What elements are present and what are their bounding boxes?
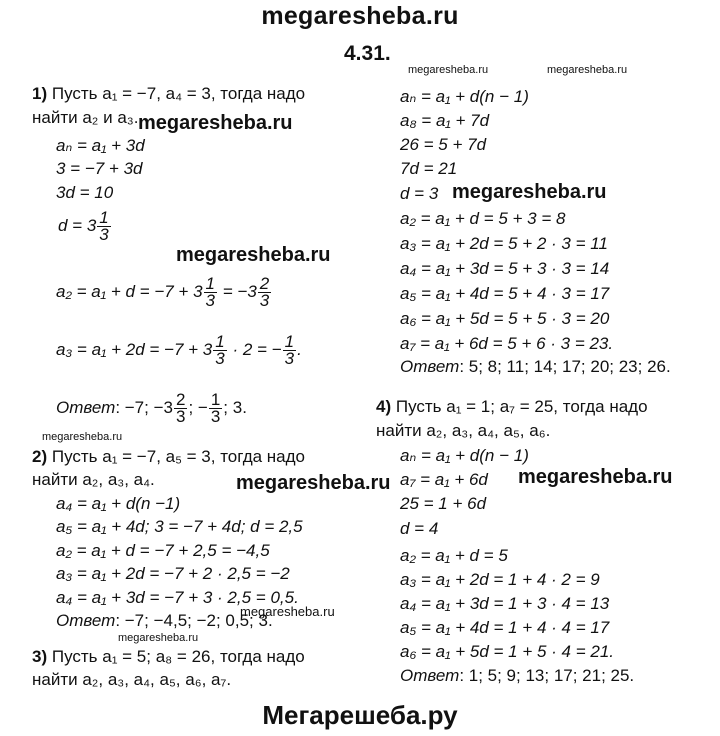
p3c-line-3: 26 = 5 + 7d [400,135,487,154]
p1-line-4: 3 = −7 + 3d [56,159,143,178]
site-title-top: megaresheba.ru [261,2,459,30]
watermark-big: megaresheba.ru [518,466,673,488]
p2-answer: Ответ: −7; −4,5; −2; 0,5; 3. [56,611,273,630]
p2-line-3: a₄ = a₁ + d(n −1) [56,494,181,513]
p3c-line-11: a₇ = a₁ + 6d = 5 + 6 · 3 = 23. [400,334,614,353]
p1-line-7: a₂ = a₁ + d = −7 + 3 $\frac{1}{3}$ = −3 $\frac{2}{3}$ [56,274,270,310]
watermark-small: megaresheba.ru [118,632,199,644]
p3c-line-9: a₅ = a₁ + 4d = 5 + 4 · 3 = 17 [400,284,610,303]
p3c-line-6: a₂ = a₁ + d = 5 + 3 = 8 [400,209,566,228]
p2-line-6: a₃ = a₁ + 2d = −7 + 2 · 2,5 = −2 [56,564,290,583]
p4-line-5: 25 = 1 + 6d [400,494,487,513]
p4-answer: Ответ: 1; 5; 9; 13; 17; 21; 25. [400,666,635,685]
p1-answer: Ответ: −7; −3 $\frac{2}{3}$ ; − $\frac{1}{3}$ ; 3. [56,390,247,426]
watermark-small: megaresheba.ru [42,431,123,443]
site-title-bottom: Мегарешеба.ру [262,700,458,730]
watermark-small: megaresheba.ru [408,64,489,76]
p3c-line-5: d = 3 [400,184,439,203]
p1-line-1: 1) Пусть a₁ = −7, a₄ = 3, тогда надо [32,84,306,103]
watermark-big: megaresheba.ru [176,244,331,266]
p4-line-4: a₇ = a₁ + 6d [400,470,488,489]
p2-line-1: 2) Пусть a₁ = −7, a₅ = 3, тогда надо [32,447,306,466]
p3-line-2: найти a₂, a₃, a₄, a₅, a₆, a₇. [32,670,232,689]
p3c-line-10: a₆ = a₁ + 5d = 5 + 5 · 3 = 20 [400,309,610,328]
p4-line-3: aₙ = a₁ + d(n − 1) [400,446,529,465]
p3c-line-1: aₙ = a₁ + d(n − 1) [400,87,529,106]
p2-line-2: найти a₂, a₃, a₄. [32,470,155,489]
p4-line-1: 4) Пусть a₁ = 1; a₇ = 25, тогда надо [376,397,648,416]
p2-line-5: a₂ = a₁ + d = −7 + 2,5 = −4,5 [56,541,270,560]
p4-line-10: a₅ = a₁ + 4d = 1 + 4 · 4 = 17 [400,618,610,637]
p4-line-8: a₃ = a₁ + 2d = 1 + 4 · 2 = 9 [400,570,600,589]
p3c-line-2: a₈ = a₁ + 7d [400,111,490,130]
p1-line-3: aₙ = a₁ + 3d [56,136,145,155]
watermark-big: megaresheba.ru [138,112,293,134]
p4-line-9: a₄ = a₁ + 3d = 1 + 3 · 4 = 13 [400,594,610,613]
p4-line-2: найти a₂, a₃, a₄, a₅, a₆. [376,421,551,440]
p1-line-5: 3d = 10 [56,183,114,202]
p3c-answer: Ответ: 5; 8; 11; 14; 17; 20; 23; 26. [400,357,671,376]
p3-line-1: 3) Пусть a₁ = 5; a₈ = 26, тогда надо [32,647,305,666]
p3c-line-7: a₃ = a₁ + 2d = 5 + 2 · 3 = 11 [400,234,608,253]
p2-line-7: a₄ = a₁ + 3d = −7 + 3 · 2,5 = 0,5. [56,588,299,607]
p3c-line-4: 7d = 21 [400,159,458,178]
problem-number: 4.31. [344,42,391,65]
watermark-mid: megaresheba.ru [240,604,335,619]
p1-line-8: a₃ = a₁ + 2d = −7 + 3 $\frac{1}{3}$ · 2 = − $\frac{1}{3}$ . [56,332,302,368]
p4-line-11: a₆ = a₁ + 5d = 1 + 5 · 4 = 21. [400,642,614,661]
watermark-small: megaresheba.ru [547,64,628,76]
p4-line-7: a₂ = a₁ + d = 5 [400,546,508,565]
p3c-line-8: a₄ = a₁ + 3d = 5 + 3 · 3 = 14 [400,259,610,278]
p1-line-2: найти a₂ и a₃. [32,108,139,127]
p4-line-6: d = 4 [400,519,439,538]
p2-line-4: a₅ = a₁ + 4d; 3 = −7 + 4d; d = 2,5 [56,517,303,536]
watermark-big: megaresheba.ru [236,472,391,494]
watermark-big: megaresheba.ru [452,181,607,203]
p1-line-6: d = 3 $\frac{1}{3}$ [58,208,109,244]
